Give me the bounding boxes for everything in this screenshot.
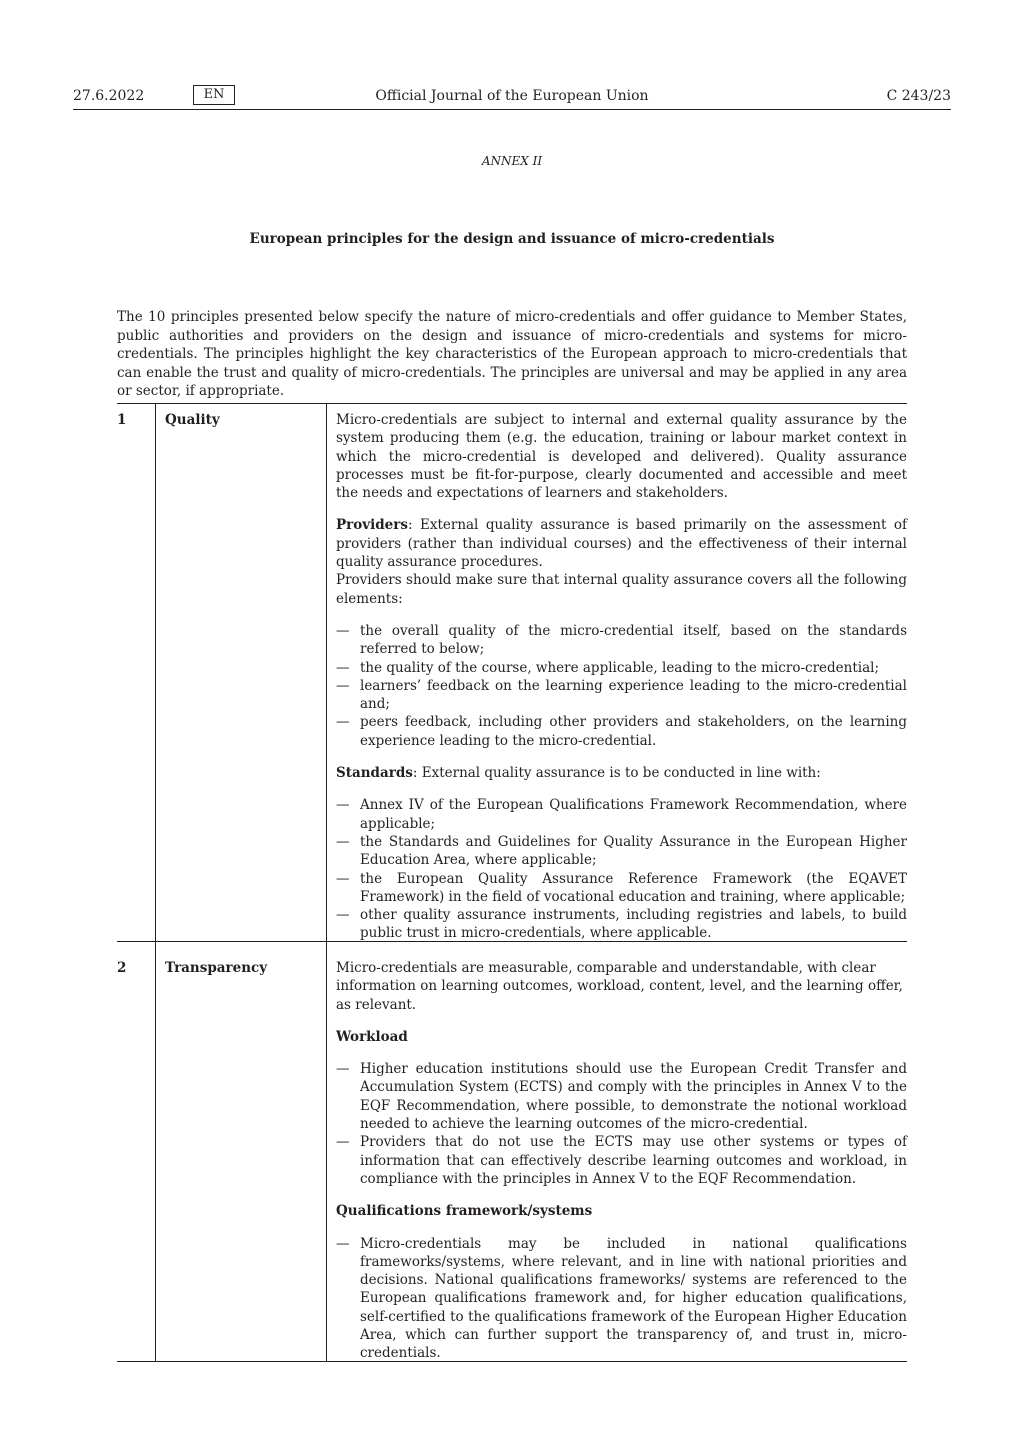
- description-paragraph: Micro-credentials are measurable, comparable and understandable, with clear information on learning outcomes, workload, content, level, and the learning offer, as relevant.: [336, 960, 903, 1013]
- standards-paragraph: [336, 764, 907, 782]
- qualifications-heading: Qualifications framework/systems: [336, 1203, 593, 1220]
- annex-label: ANNEX II: [481, 154, 543, 168]
- list-item: — the European Quality Assurance Reference Framework (the EQAVET Framework) in the field of vocational education and training, where applicable;: [336, 870, 907, 905]
- list-item: — Annex IV of the European Qualifications Framework Recommendation, where applicable;: [336, 797, 907, 832]
- table-top-rule: [117, 403, 907, 404]
- dash-bullet: —: [336, 714, 350, 731]
- header-divider: [73, 109, 951, 110]
- principle-number: 1: [117, 412, 127, 428]
- list-item: — Higher education institutions should use the European Credit Transfer and Accumulation System (ECTS) and comply with the principles in Annex V to the EQF Recommendation, where possible, to demonstrate the notional workload needed to achieve the learning outcomes of the micro-credential.: [336, 1061, 907, 1133]
- language-badge: EN: [193, 85, 235, 105]
- column-divider-1: [155, 403, 156, 1362]
- list-item: — learners’ feedback on the learning experience leading to the micro-credential and;: [336, 677, 907, 713]
- providers-paragraph: [336, 516, 907, 607]
- dash-bullet: —: [336, 797, 350, 814]
- column-divider-2: [326, 403, 327, 1362]
- dash-bullet: —: [336, 833, 350, 850]
- journal-title: Official Journal of the European Union: [375, 88, 649, 104]
- list-item: — Micro-credentials may be included in national qualifications frameworks/systems, where relevant, and in line with national priorities and decisions. National qualifications frameworks/ systems are referenced to the European qualifications framework and, for higher education qualifications, self-certified to the qualifications framework of the European Higher Education Area, which can further support the transparency of, and trust in, micro-credentials.: [336, 1235, 907, 1362]
- dash-bullet: —: [336, 1134, 350, 1151]
- description-paragraph: Micro-credentials are subject to internal and external quality assurance by the system producing them (e.g. the education, training or labour market context in which the micro-credential is developed and delivered). Quality assurance processes must be fit-for-purpose, clearly documented and accessible and meet the needs and expectations of learners and stakeholders.: [336, 412, 907, 502]
- list-item: — Providers that do not use the ECTS may use other systems or types of information that can effectively describe learning outcomes and workload, in compliance with the principles in Annex V to the EQF Recommendation.: [336, 1134, 907, 1187]
- intro-paragraph: The 10 principles presented below specify the nature of micro-credentials and offer guidance to Member States, public authorities and providers on the design and issuance of micro-credentials and systems for micro-credentials. The principles highlight the key characteristics of the European approach to micro-credentials that can enable the trust and quality of micro-credentials. The principles are universal and may be applied in any area or sector, if appropriate.: [117, 309, 907, 400]
- dash-bullet: —: [336, 1061, 350, 1078]
- list-item: — the quality of the course, where applicable, leading to the micro-credential;: [336, 659, 879, 676]
- workload-heading: Workload: [336, 1028, 408, 1045]
- principle-name: Quality: [165, 412, 220, 428]
- principle-description: [336, 959, 907, 1377]
- dash-bullet: —: [336, 1235, 350, 1252]
- list-item: — other quality assurance instruments, including registries and labels, to build public trust in micro-credentials, where applicable.: [336, 907, 907, 942]
- standards-text: : External quality assurance is to be conducted in line with:: [412, 765, 821, 782]
- providers-list: [336, 622, 907, 750]
- dash-bullet: —: [336, 659, 350, 676]
- providers-text: : External quality assurance is based primarily on the assessment of providers (rather than individual courses) and the effectiveness of their internal quality assurance procedures.: [336, 517, 907, 571]
- journal-reference: C 243/23: [886, 88, 951, 104]
- dash-bullet: —: [336, 622, 350, 639]
- standards-list: [336, 796, 907, 942]
- dash-bullet: —: [336, 907, 350, 924]
- providers-label: Providers: [336, 517, 408, 534]
- principle-description: [336, 411, 907, 957]
- publication-date: 27.6.2022: [73, 88, 145, 104]
- standards-label: Standards: [336, 765, 413, 782]
- principle-number: 2: [117, 960, 127, 976]
- dash-bullet: —: [336, 677, 350, 694]
- principle-name: Transparency: [165, 960, 268, 976]
- workload-list: [336, 1060, 907, 1188]
- qualifications-list: [336, 1235, 907, 1363]
- document-title: European principles for the design and issuance of micro-credentials: [249, 231, 775, 247]
- page-header: [73, 84, 951, 108]
- providers-text-2: Providers should make sure that internal quality assurance covers all the following elements:: [336, 572, 907, 607]
- list-item: — the Standards and Guidelines for Quality Assurance in the European Higher Education Area, where applicable;: [336, 833, 907, 869]
- list-item: — peers feedback, including other providers and stakeholders, on the learning experience leading to the micro-credential.: [336, 714, 907, 749]
- list-item: — the overall quality of the micro-credential itself, based on the standards referred to below;: [336, 622, 907, 658]
- dash-bullet: —: [336, 870, 350, 887]
